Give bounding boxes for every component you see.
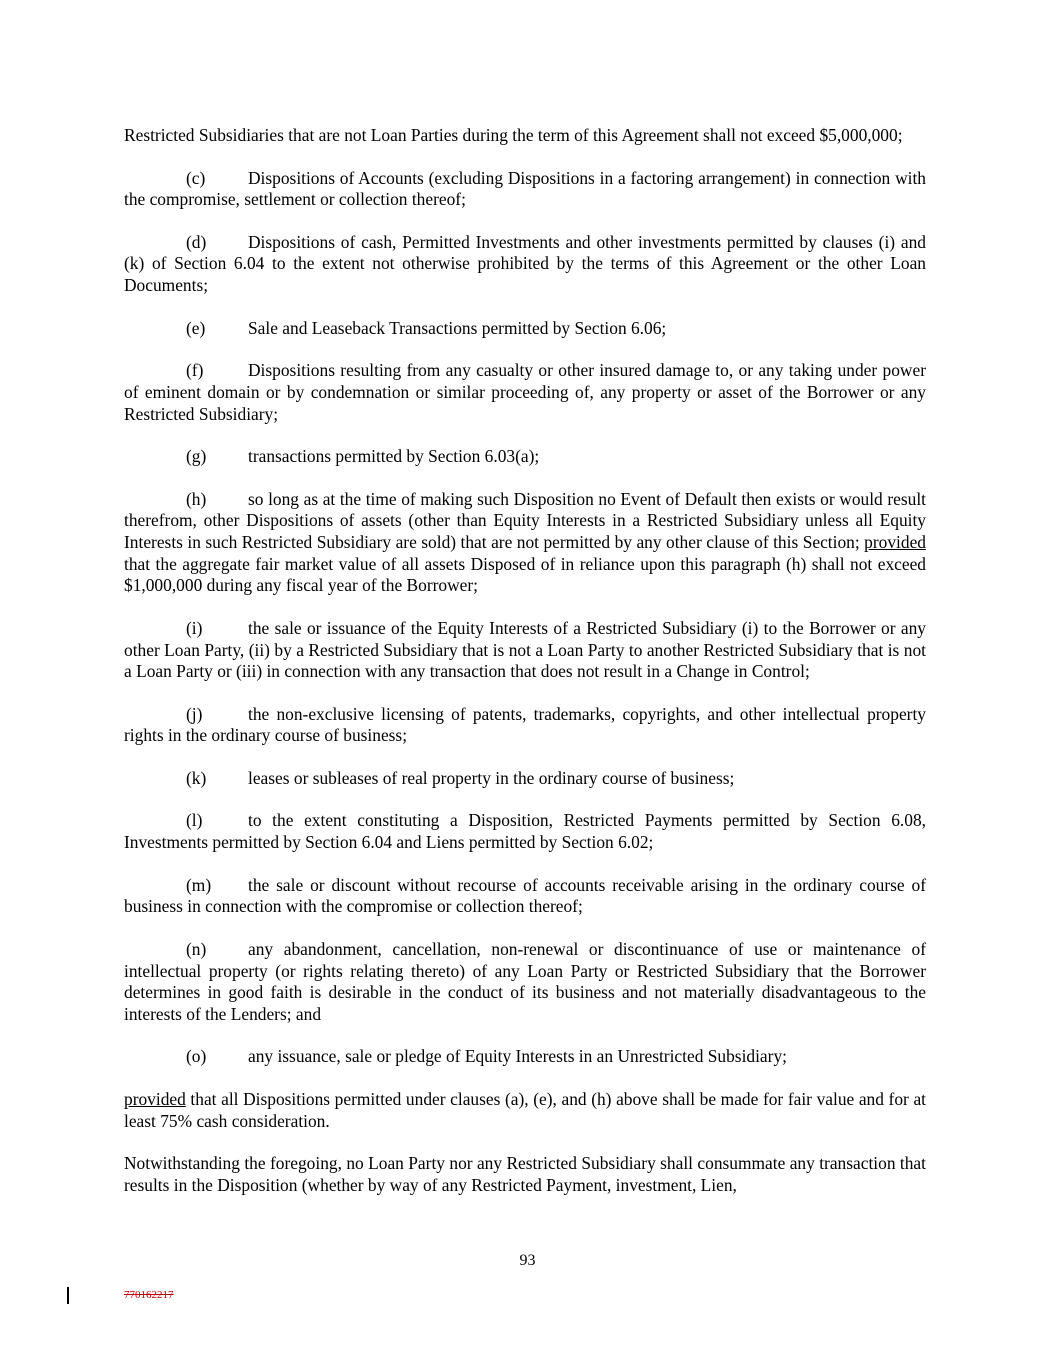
clause-text: Dispositions of cash, Permitted Investments and other investments permitted by clauses (i) and (k) of Section 6.04 to the extent not otherwise prohibited by the terms of this Agreement or the other Loan Documents;	[124, 231, 926, 296]
clause-label: (f)	[186, 360, 204, 381]
clause-text: any abandonment, cancellation, non-renewal or discontinuance of use or maintenance of intellectual property (or rights relating thereto) of any Loan Party or Restricted Subsidiary that the Borrower determines in good faith is desirable in the conduct of its business and not materially disadvantageous to the interests of the Lenders; and	[124, 938, 926, 1024]
revision-change-bar	[67, 1287, 69, 1304]
clause-text-before: so long as at the time of making such Disposition no Event of Default then exists or would result therefrom, other Dispositions of assets (other than Equity Interests in a Restricted Subsidiary unless all Equity Interests in such Restricted Subsidiary are sold) that are not permitted by any other clause of this Section;	[124, 488, 926, 552]
clause-label: (l)	[186, 810, 203, 831]
clause-label: (k)	[186, 767, 207, 788]
clause-c	[124, 168, 926, 211]
clause-text-after: that the aggregate fair market value of all assets Disposed of in reliance upon this paragraph (h) shall not exceed $1,000,000 during any fiscal year of the Borrower;	[124, 553, 926, 596]
intro-paragraph: Restricted Subsidiaries that are not Loan Parties during the term of this Agreement shall not exceed $5,000,000;	[124, 125, 903, 145]
clause-i	[124, 618, 926, 683]
closing-paragraph: Notwithstanding the foregoing, no Loan Party nor any Restricted Subsidiary shall consummate any transaction that results in the Disposition (whether by way of any Restricted Payment, investment, Lien,	[124, 1153, 926, 1195]
clause-label: (o)	[186, 1046, 207, 1067]
clause-label: (h)	[186, 488, 207, 509]
clause-text: Dispositions resulting from any casualty or other insured damage to, or any taking under power of eminent domain or by condemnation or similar proceeding of, any property or asset of the Borrower or any Restricted Subsidiary;	[124, 360, 926, 424]
clause-text: any issuance, sale or pledge of Equity Interests in an Unrestricted Subsidiary;	[248, 1046, 787, 1067]
clause-k	[124, 768, 926, 790]
clause-g	[124, 446, 926, 468]
document-id: 770162217	[124, 1289, 174, 1301]
clause-text: to the extent constituting a Disposition, Restricted Payments permitted by Section 6.08, Investments permitted by Section 6.04 and Liens permitted by Section 6.02;	[124, 810, 926, 853]
clause-m	[124, 875, 926, 918]
clause-text: leases or subleases of real property in the ordinary course of business;	[248, 767, 735, 788]
clause-j	[124, 704, 926, 747]
clause-text: transactions permitted by Section 6.03(a);	[248, 446, 540, 467]
clause-label: (d)	[186, 231, 207, 252]
page-number: 93	[519, 1252, 536, 1269]
clause-label: (g)	[186, 446, 207, 467]
clause-l	[124, 810, 926, 853]
clause-d	[124, 232, 926, 297]
clause-n	[124, 939, 926, 1026]
clause-text: the sale or discount without recourse of accounts receivable arising in the ordinary course of business in connection with the compromise or collection thereof;	[124, 874, 926, 917]
clause-label: (c)	[186, 167, 206, 188]
clause-text: the sale or issuance of the Equity Interests of a Restricted Subsidiary (i) to the Borrower or any other Loan Party, (ii) by a Restricted Subsidiary that is not a Loan Party to another Restricted Subsidiary that is not a Loan Party or (iii) in connection with any transaction that does not result in a Change in Control;	[124, 617, 926, 682]
clause-o	[124, 1046, 926, 1068]
clause-text: the non-exclusive licensing of patents, trademarks, copyrights, and other intellectual property rights in the ordinary course of business;	[124, 703, 926, 746]
clause-label: (m)	[186, 874, 212, 895]
clause-h	[124, 489, 926, 598]
clause-e	[124, 318, 926, 340]
clause-f	[124, 360, 926, 425]
proviso-text: that all Dispositions permitted under clauses (a), (e), and (h) above shall be made for fair value and for at least 75% cash consideration.	[124, 1088, 926, 1131]
clause-label: (n)	[186, 938, 207, 959]
provided-term: provided	[864, 531, 926, 552]
clause-label: (i)	[186, 617, 203, 638]
clause-label: (e)	[186, 317, 206, 338]
clause-label: (j)	[186, 703, 203, 724]
clause-text: Sale and Leaseback Transactions permitted by Section 6.06;	[248, 317, 667, 338]
proviso-paragraph	[124, 1089, 926, 1132]
document-body	[124, 125, 926, 1217]
provided-term: provided	[124, 1088, 186, 1109]
clause-text: Dispositions of Accounts (excluding Dispositions in a factoring arrangement) in connection with the compromise, settlement or collection thereof;	[124, 167, 926, 210]
